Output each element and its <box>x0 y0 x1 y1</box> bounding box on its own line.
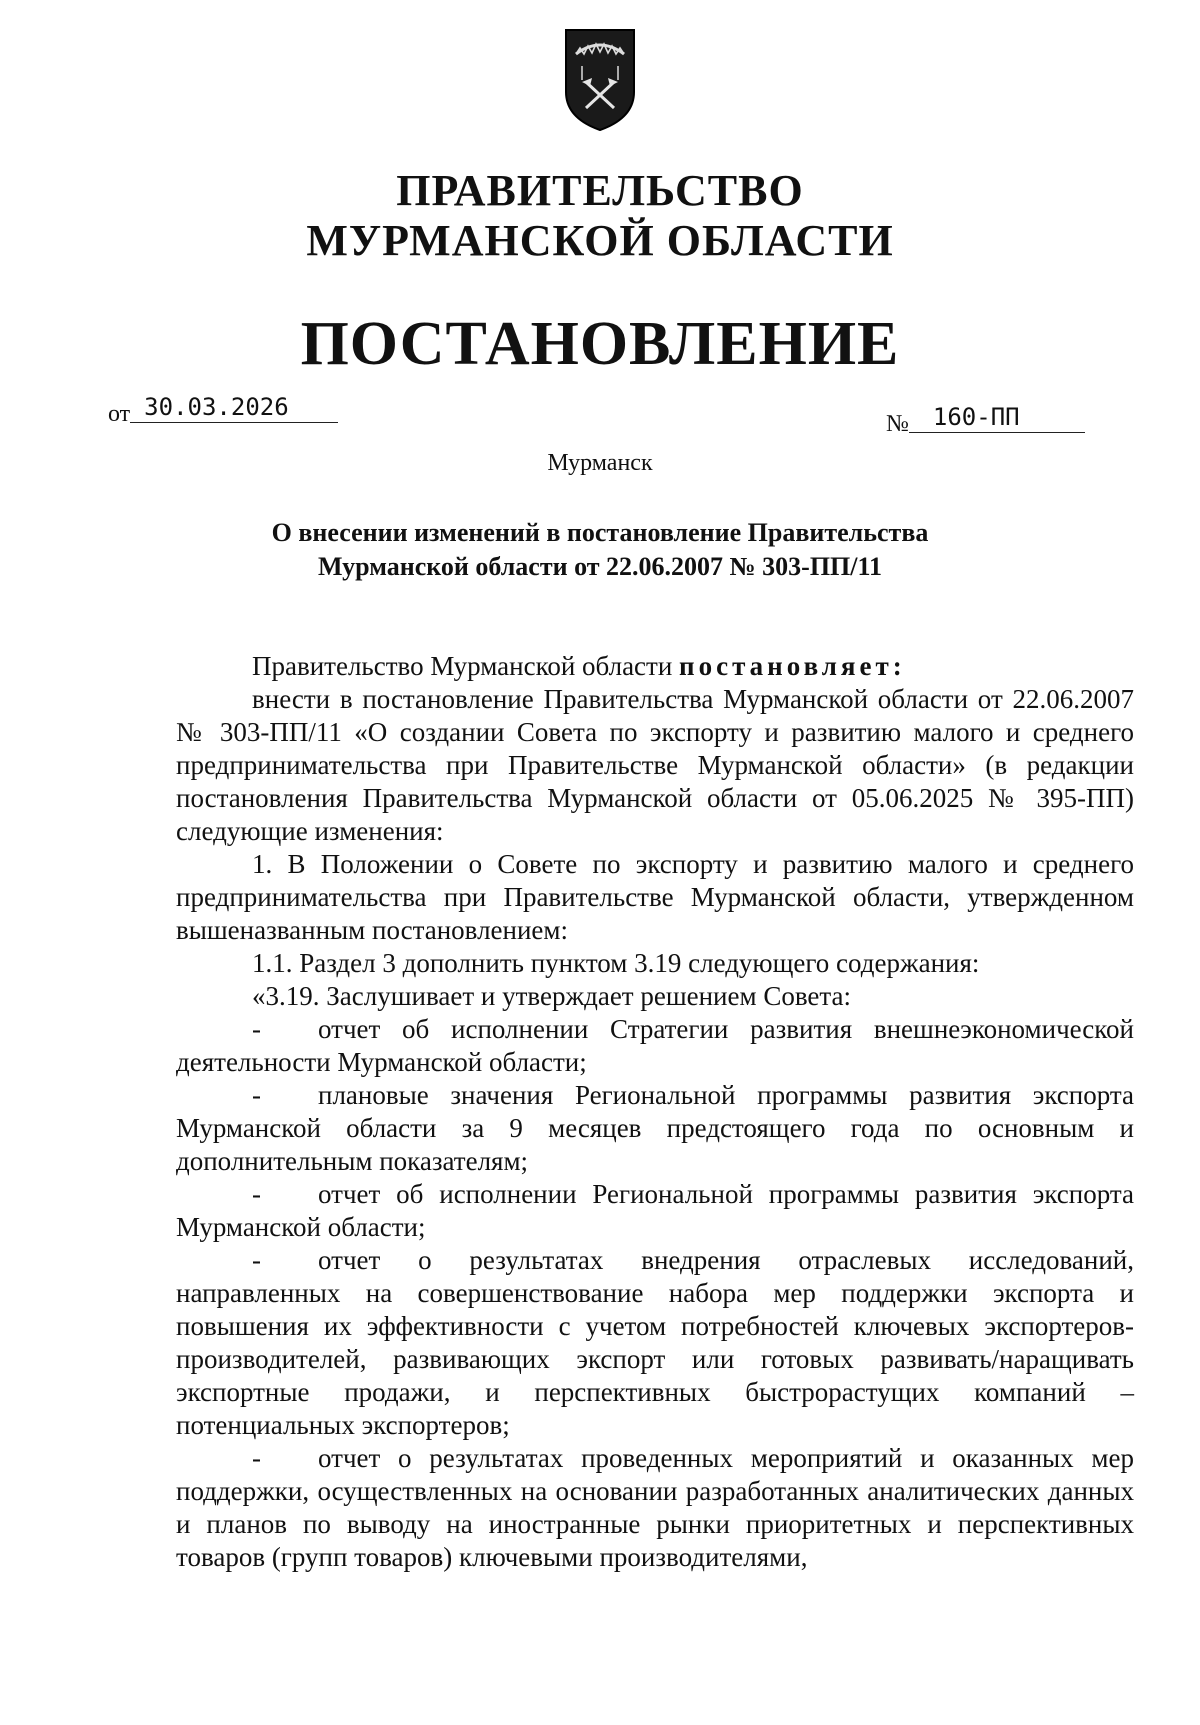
item-1-paragraph: 1. В Положении о Совете по экспорту и развитию малого и среднего предпринимательства при Правительстве Мурманской области, утвержденном вышеназванным постановлением: <box>176 849 1134 945</box>
item-1-1-paragraph: 1.1. Раздел 3 дополнить пунктом 3.19 следующего содержания: <box>252 948 980 978</box>
date-prefix: от <box>108 401 131 427</box>
document-number: 160-ПП <box>909 402 1085 433</box>
bullet-marker: - <box>252 1443 261 1473</box>
org-name-line2: МУРМАНСКОЙ ОБЛАСТИ <box>306 216 894 265</box>
resolution-lead: Правительство Мурманской области <box>252 651 673 681</box>
coat-of-arms-icon <box>562 26 638 134</box>
bullet-marker: - <box>252 1179 261 1209</box>
city-name: Мурманск <box>547 450 653 476</box>
list-item-text: отчет об исполнении Стратегии развития внешнеэкономической деятельности Мурманской области; <box>176 1014 1134 1077</box>
intro-paragraph: внести в постановление Правительства Мурманской области от 22.06.2007 № 303-ПП/11 «О создании Совета по экспорту и развитию малого и среднего предпринимательства при Правительстве Мурманской области» (в редакции постановления Правительства Мурманской области от 05.06.2025 № 395-ПП) следующие изменения: <box>176 684 1134 846</box>
list-item <box>176 1244 1134 1442</box>
list-item-text: отчет о результатах проведенных мероприятий и оказанных мер поддержки, осуществленных на основании разработанных аналитических данных и планов по выводу на иностранные рынки приоритетных и перспективных товаров (групп товаров) ключевыми производителями, <box>176 1443 1134 1572</box>
resolution-verb: постановляет: <box>679 651 906 681</box>
list-item <box>176 1079 1134 1178</box>
document-body <box>176 650 1134 1574</box>
bullet-marker: - <box>252 1080 261 1110</box>
list-item <box>176 1442 1134 1574</box>
document-type-title: ПОСТАНОВЛЕНИЕ <box>300 310 900 378</box>
document-date: 30.03.2026 <box>130 392 338 423</box>
number-prefix: № <box>886 411 909 437</box>
subject-line1: О внесении изменений в постановление Правительства <box>271 518 929 547</box>
bullet-marker: - <box>252 1014 261 1044</box>
list-item <box>176 1013 1134 1079</box>
list-item-text: отчет об исполнении Региональной программы развития экспорта Мурманской области; <box>176 1179 1134 1242</box>
list-item-text: плановые значения Региональной программы развития экспорта Мурманской области за 9 месяцев предстоящего года по основным и дополнительным показателям; <box>176 1080 1134 1176</box>
document-subject <box>0 516 1200 584</box>
list-item <box>176 1178 1134 1244</box>
item-3-19-paragraph: «3.19. Заслушивает и утверждает решением Совета: <box>252 981 852 1011</box>
bullet-marker: - <box>252 1245 261 1275</box>
number-row <box>886 403 1085 439</box>
subject-line2: Мурманской области от 22.06.2007 № 303-ПП/11 <box>317 552 883 581</box>
org-name-line1: ПРАВИТЕЛЬСТВО <box>396 166 804 215</box>
list-item-text: отчет о результатах внедрения отраслевых исследований, направленных на совершенствование набора мер поддержки экспорта и повышения их эффективности с учетом потребностей ключевых экспортеров-производителей, развивающих экспорт или готовых развивать/наращивать экспортные продажи, и перспективных быстрорастущих компаний – потенциальных экспортеров; <box>176 1245 1134 1440</box>
date-row <box>108 393 338 429</box>
resolution-lead-paragraph <box>176 650 1134 683</box>
